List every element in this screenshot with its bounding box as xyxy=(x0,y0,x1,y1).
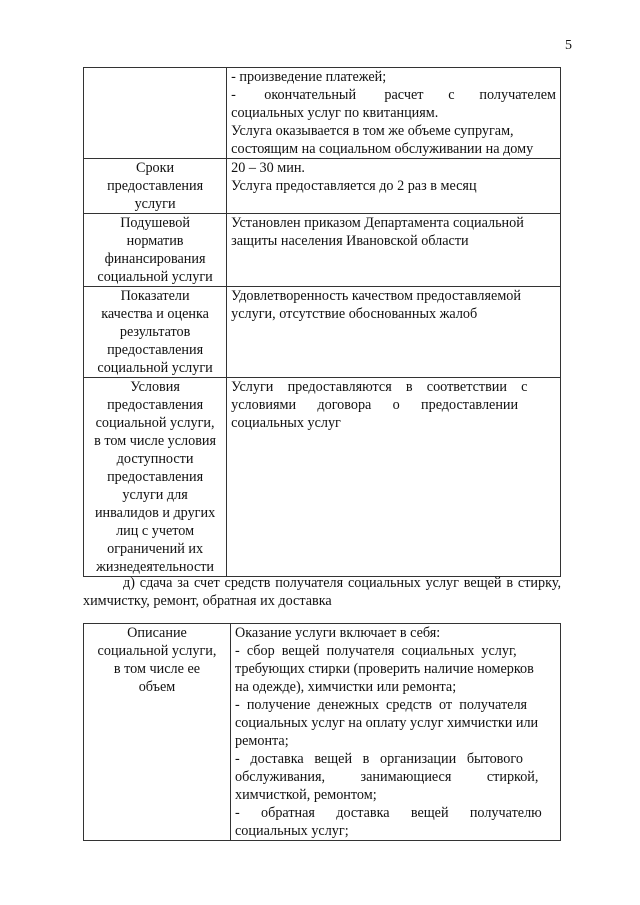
label-line: жизнедеятельности xyxy=(96,559,215,575)
row-label-cell xyxy=(84,624,231,841)
content-line: требующих стирки (проверить наличие номерков xyxy=(235,661,534,677)
label-line: предоставления xyxy=(107,469,204,485)
page-number: 5 xyxy=(565,38,572,53)
label-line: предоставления xyxy=(107,342,204,358)
label-line: услуги для xyxy=(122,487,188,503)
content-line: социальных услуг на оплату услуг химчистки или xyxy=(235,715,539,731)
table-row xyxy=(84,159,561,214)
content-line: Удовлетворенность качеством предоставляемой xyxy=(231,288,521,304)
label-line: Подушевой xyxy=(120,215,190,231)
content-line: Услуга оказывается в том же объеме супругам, xyxy=(231,123,514,139)
table-row xyxy=(84,214,561,287)
label-line: предоставления xyxy=(107,178,204,194)
label-line: ограничений их xyxy=(107,541,204,557)
label-line: социальной услуги xyxy=(97,360,213,376)
label-line: результатов xyxy=(119,324,191,340)
content-line: химчисткой, ремонтом; xyxy=(235,787,377,803)
row-content-cell xyxy=(231,624,561,841)
row-label-cell xyxy=(84,378,227,577)
table-row xyxy=(84,378,561,577)
content-line: социальных услуг xyxy=(231,415,341,431)
label-line: Условия xyxy=(130,379,180,395)
service-table-2 xyxy=(83,623,561,841)
row-content-cell xyxy=(227,68,561,159)
table-row xyxy=(84,287,561,378)
label-line: финансирования xyxy=(104,251,206,267)
row-label-cell xyxy=(84,68,227,159)
row-content-cell xyxy=(227,159,561,214)
label-line: предоставления xyxy=(107,397,204,413)
label-line: услуги xyxy=(134,196,176,212)
content-line: - окончательный расчет с получателем xyxy=(231,87,556,103)
row-label-cell xyxy=(84,287,227,378)
row-content-cell xyxy=(227,287,561,378)
table-row xyxy=(84,624,561,841)
content-line: - доставка вещей в организации бытового xyxy=(235,751,523,767)
row-content-cell xyxy=(227,214,561,287)
label-line: лиц с учетом xyxy=(116,523,195,539)
content-line: - обратная доставка вещей получателю xyxy=(235,805,542,821)
row-content-cell xyxy=(227,378,561,577)
content-line: 20 – 30 мин. xyxy=(231,160,305,176)
content-line: защиты населения Ивановской области xyxy=(231,233,469,249)
content-line: Услуга предоставляется до 2 раз в месяц xyxy=(231,178,477,194)
content-line: обслуживания, занимающиеся стиркой, xyxy=(235,769,539,785)
label-line: социальной услуги xyxy=(97,269,213,285)
content-line: состоящим на социальном обслуживании на дому xyxy=(231,141,534,157)
label-line: качества и оценка xyxy=(101,306,209,322)
label-line: Сроки xyxy=(136,160,175,176)
service-table-1 xyxy=(83,67,561,577)
content-line: условиями договора о предоставлении xyxy=(231,397,519,413)
content-line: Услуги предоставляются в соответствии с xyxy=(231,379,528,395)
content-line: Оказание услуги включает в себя: xyxy=(235,625,441,641)
label-line: социальной услуги, xyxy=(97,643,217,659)
label-line: норматив xyxy=(126,233,184,249)
content-line: социальных услуг по квитанциям. xyxy=(231,105,439,121)
content-line: на одежде), химчистки или ремонта; xyxy=(235,679,457,695)
label-line: инвалидов и других xyxy=(94,505,216,521)
label-line: Показатели xyxy=(120,288,190,304)
section-paragraph: д) сдача за счет средств получателя социальных услуг вещей в стирку, химчистку, ремонт, обратная их доставка xyxy=(83,575,561,609)
label-line: Описание xyxy=(127,625,187,641)
label-line: социальной услуги, xyxy=(95,415,215,431)
label-line: в том числе ее xyxy=(113,661,201,677)
label-line: в том числе условия xyxy=(94,433,217,449)
content-line: - сбор вещей получателя социальных услуг, xyxy=(235,643,517,659)
label-line: объем xyxy=(138,679,176,695)
content-line: услуги, отсутствие обоснованных жалоб xyxy=(231,306,478,322)
content-line: - произведение платежей; xyxy=(231,69,387,85)
content-line: Установлен приказом Департамента социальной xyxy=(231,215,524,231)
content-line: ремонта; xyxy=(235,733,289,749)
table-row xyxy=(84,68,561,159)
label-line: доступности xyxy=(116,451,194,467)
content-line: - получение денежных средств от получателя xyxy=(235,697,528,713)
row-label-cell xyxy=(84,159,227,214)
content-line: социальных услуг; xyxy=(235,823,349,839)
row-label-cell xyxy=(84,214,227,287)
